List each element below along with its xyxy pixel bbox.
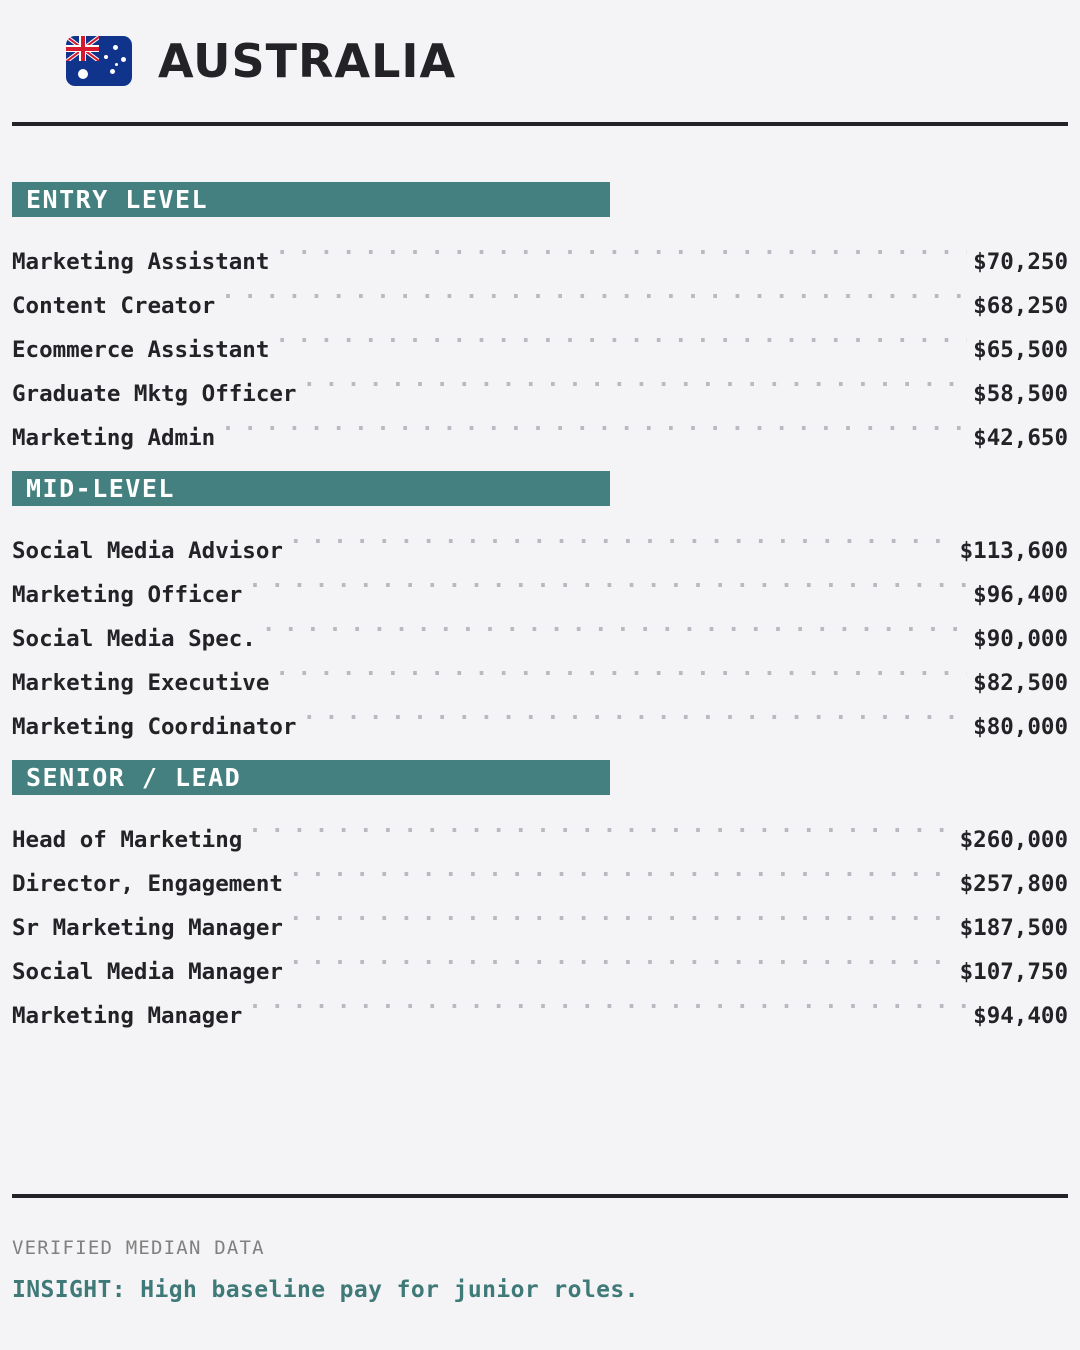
section-header-bar [12, 760, 610, 795]
dot-leader [275, 646, 967, 690]
southern-cross-star-4 [104, 55, 108, 59]
commonwealth-star [78, 69, 88, 79]
section-header-bar [12, 182, 610, 217]
dot-leader [302, 690, 967, 734]
salary-value: $107,750 [959, 959, 1068, 985]
role-label: Marketing Executive [12, 670, 270, 696]
role-label: Social Media Advisor [12, 538, 283, 564]
salary-value: $82,500 [973, 670, 1068, 696]
role-label: Marketing Assistant [12, 249, 270, 275]
salary-value: $113,600 [959, 538, 1068, 564]
dot-leader [275, 313, 967, 357]
southern-cross-star-1 [113, 45, 118, 50]
salary-value: $42,650 [973, 425, 1068, 451]
role-label: Marketing Officer [12, 582, 243, 608]
salary-value: $65,500 [973, 337, 1068, 363]
dot-leader [248, 979, 967, 1023]
dot-leader [289, 847, 954, 891]
union-jack-canton [66, 36, 99, 61]
header [12, 0, 1068, 122]
role-label: Ecommerce Assistant [12, 337, 270, 363]
salary-value: $70,250 [973, 249, 1068, 275]
southern-cross-star-5 [115, 63, 118, 66]
dot-leader [262, 602, 967, 646]
footer [12, 1194, 1068, 1306]
role-label: Director, Engagement [12, 871, 283, 897]
southern-cross-star-2 [121, 57, 126, 62]
dot-leader [289, 514, 954, 558]
role-label: Marketing Coordinator [12, 714, 297, 740]
dot-leader [289, 891, 954, 935]
salary-value: $257,800 [959, 871, 1068, 897]
section-mid-level [12, 471, 1068, 740]
dot-leader [248, 803, 953, 847]
dot-leader [248, 558, 967, 602]
dot-leader [302, 357, 967, 401]
insight-text: INSIGHT: High baseline pay for junior roles. [12, 1277, 639, 1304]
salary-value: $260,000 [959, 827, 1068, 853]
salary-value: $68,250 [973, 293, 1068, 319]
salary-sections [12, 126, 1068, 1029]
footer-divider [12, 1194, 1068, 1198]
role-label: Content Creator [12, 293, 216, 319]
salary-value: $187,500 [959, 915, 1068, 941]
table-row [12, 225, 1068, 275]
southern-cross-star-3 [110, 69, 115, 74]
section-header-bar [12, 471, 610, 506]
dot-leader [221, 401, 967, 445]
table-row [12, 514, 1068, 564]
dot-leader [289, 935, 954, 979]
section-senior-lead [12, 760, 1068, 1029]
verification-note: VERIFIED MEDIAN DATA [12, 1237, 265, 1260]
role-label: Social Media Manager [12, 959, 283, 985]
role-label: Sr Marketing Manager [12, 915, 283, 941]
section-title: ENTRY LEVEL [26, 185, 209, 214]
salary-value: $90,000 [973, 626, 1068, 652]
role-label: Social Media Spec. [12, 626, 256, 652]
salary-value: $58,500 [973, 381, 1068, 407]
section-entry-level [12, 182, 1068, 451]
page-title: AUSTRALIA [158, 34, 457, 88]
section-title: SENIOR / LEAD [26, 763, 242, 792]
australia-flag-icon [66, 36, 132, 86]
salary-value: $80,000 [973, 714, 1068, 740]
role-label: Head of Marketing [12, 827, 243, 853]
dot-leader [275, 225, 967, 269]
section-title: MID-LEVEL [26, 474, 175, 503]
role-label: Marketing Manager [12, 1003, 243, 1029]
dot-leader [221, 269, 967, 313]
salary-value: $96,400 [973, 582, 1068, 608]
role-label: Graduate Mktg Officer [12, 381, 297, 407]
table-row [12, 803, 1068, 853]
role-label: Marketing Admin [12, 425, 216, 451]
salary-value: $94,400 [973, 1003, 1068, 1029]
